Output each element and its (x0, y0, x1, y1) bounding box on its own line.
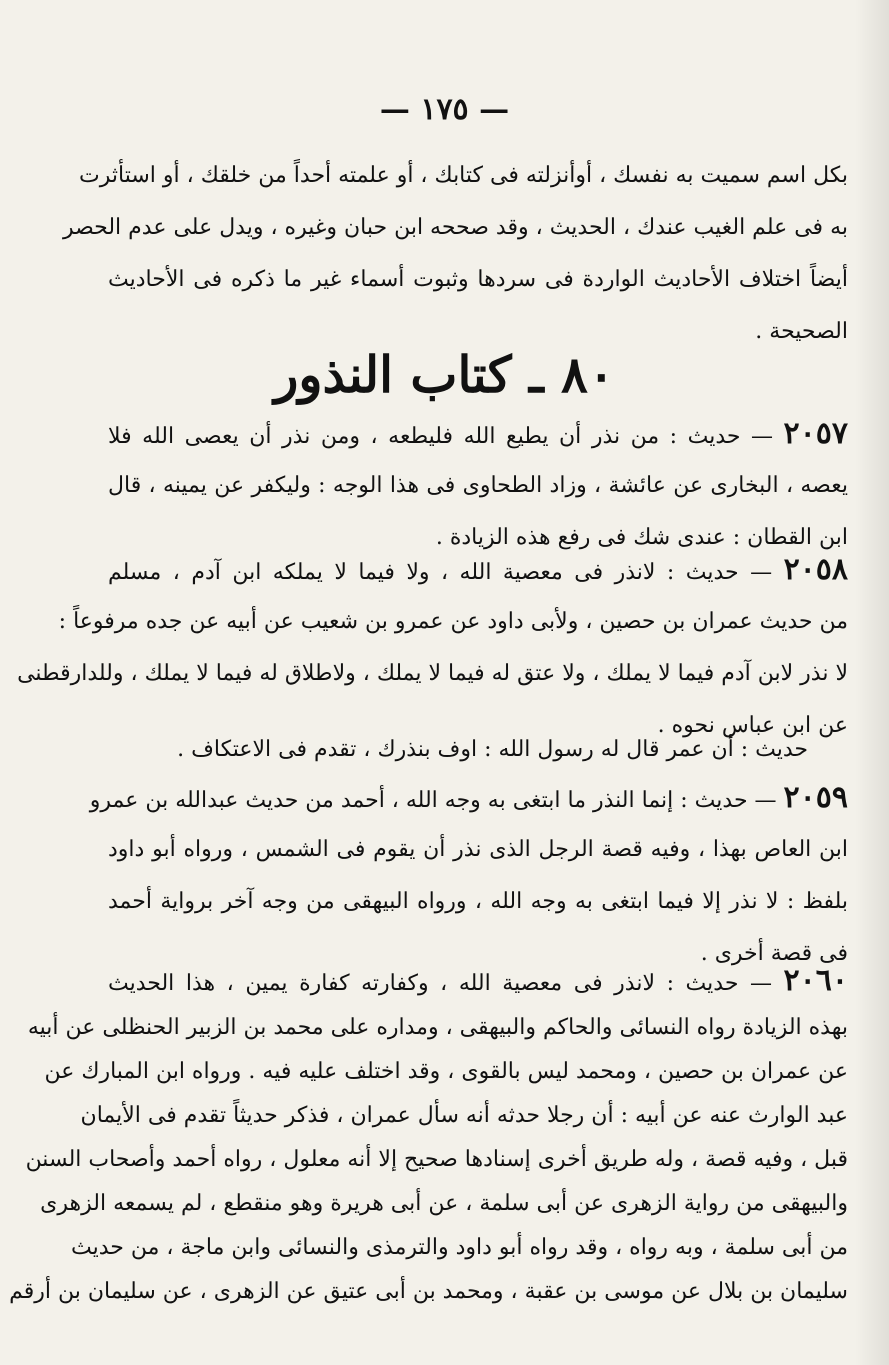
text-line: أيضاً اختلاف الأحاديث الواردة فى سردها وثبوت أسماء غير ما ذكره فى الأحاديث (108, 267, 848, 292)
hadith-entry-2060 (9, 956, 848, 1314)
chapter-title: ٨٠ ـ كتاب النذور (274, 345, 615, 404)
text-line: حديث : أن عمر قال له رسول الله : اوف بنذرك ، تقدم فى الاعتكاف . (177, 737, 808, 762)
text-line: لا نذر لابن آدم فيما لا يملك ، ولا عتق له فيما لا يملك ، ولاطلاق له فيما لا يملك ، وللدارقطنى (17, 661, 848, 686)
page-number: — ١٧٥ — (379, 92, 510, 127)
text-line: ابن القطان : عندى شك فى رفع هذه الزيادة . (435, 525, 848, 550)
text-line: بهذه الزيادة رواه النسائى والحاكم والبيهقى ، ومداره على محمد بن الزبير الحنظلى عن أبيه (27, 1015, 848, 1040)
text-line: عن ابن عباس نحوه . (657, 713, 848, 738)
hadith-entry-2057 (108, 408, 848, 564)
text-line: ابن العاص بهذا ، وفيه قصة الرجل الذى نذر أن يقوم فى الشمس ، ورواه أبو داود (108, 837, 848, 862)
hadith-entry-2059 (89, 772, 848, 980)
intro-paragraph (62, 150, 848, 358)
entry-number: ٢٠٥٨ (783, 552, 849, 587)
text-line: فى قصة أخرى . (700, 941, 848, 966)
page-edge-shadow (855, 0, 889, 1365)
hadith-entry-2058 (17, 544, 849, 752)
hadith-entry-unnumbered (108, 724, 848, 776)
entry-number: ٢٠٦٠ (783, 963, 848, 998)
text-line: به فى علم الغيب عندك ، الحديث ، وقد صححه ابن حبان وغيره ، ويدل على عدم الحصر (62, 215, 848, 240)
text-line: عن عمران بن حصين ، ومحمد ليس بالقوى ، وقد اختلف عليه فيه . ورواه ابن المبارك عن (44, 1059, 848, 1084)
text-line: من أبى سلمة ، وبه رواه ، وقد رواه أبو داود والترمذى والنسائى وابن ماجة ، من حديث (71, 1235, 848, 1260)
entry-first-line (108, 956, 848, 1006)
text-line: سليمان بن بلال عن موسى بن عقبة ، ومحمد بن أبى عتيق عن الزهرى ، عن سليمان بن أرقم (9, 1279, 848, 1304)
text-line: الصحيحة . (755, 319, 848, 344)
entry-number: ٢٠٥٧ (783, 416, 848, 451)
text-line: قبل ، وفيه قصة ، وله طريق أخرى إسنادها صحيح إلا أنه معلول ، رواه أحمد وأصحاب السنن (25, 1147, 848, 1172)
text-line: — حديث : لانذر فى معصية الله ، ولا فيما لا يملكه ابن آدم ، مسلم (108, 560, 773, 585)
entry-number: ٢٠٥٩ (783, 780, 848, 815)
text-line: من حديث عمران بن حصين ، ولأبى داود عن عمرو بن شعيب عن أبيه عن جده مرفوعاً : (58, 609, 848, 634)
text-line: — حديث : من نذر أن يطيع الله فليطعه ، ومن نذر أن يعصى الله فلا (108, 424, 774, 449)
entry-first-line (89, 772, 848, 824)
entry-first-line (108, 544, 848, 596)
text-line: — حديث : إنما النذر ما ابتغى به وجه الله ، أحمد من حديث عبدالله بن عمرو (89, 788, 777, 813)
text-line: عبد الوارث عنه عن أبيه : أن رجلا حدثه أنه سأل عمران ، فذكر حديثاً تقدم فى الأيمان (80, 1103, 848, 1128)
text-line: بلفظ : لا نذر إلا فيما ابتغى به وجه الله ، ورواه البيهقى من وجه آخر برواية أحمد (108, 889, 848, 914)
text-line: يعصه ، البخارى عن عائشة ، وزاد الطحاوى فى هذا الوجه : وليكفر عن يمينه ، قال (108, 473, 848, 498)
text-line: — حديث : لانذر فى معصية الله ، وكفارته كفارة يمين ، هذا الحديث (108, 971, 772, 996)
text-line: والبيهقى من رواية الزهرى عن أبى سلمة ، عن أبى هريرة وهو منقطع ، لم يسمعه الزهرى (40, 1191, 848, 1216)
entry-first-line (108, 408, 848, 460)
text-line: بكل اسم سميت به نفسك ، أوأنزلته فى كتابك ، أو علمته أحداً من خلقك ، أو استأثرت (79, 163, 848, 188)
